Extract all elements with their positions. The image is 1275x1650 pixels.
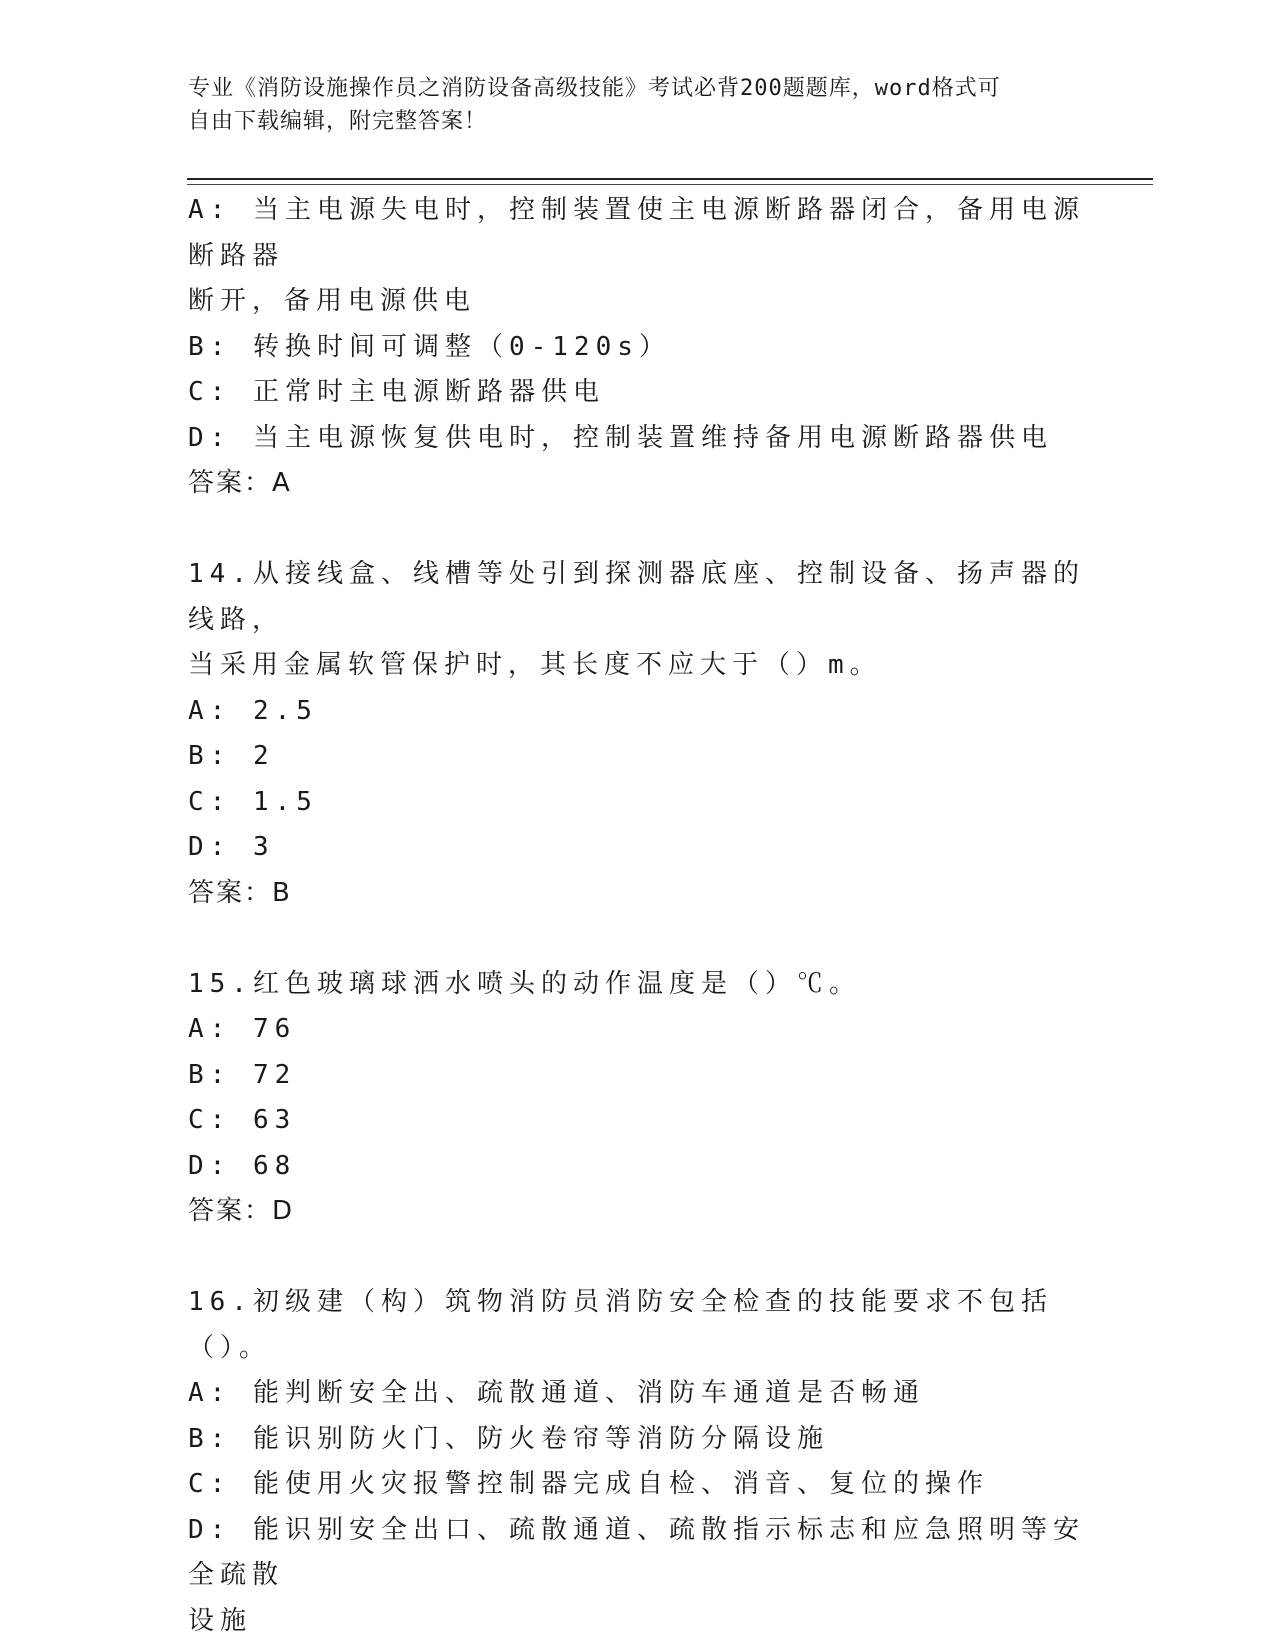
spacer xyxy=(188,916,1088,962)
question-15 xyxy=(188,962,1088,1235)
spacer xyxy=(188,507,1088,553)
question-13 xyxy=(188,188,1088,507)
question-stem: 15.红色玻璃球洒水喷头的动作温度是（）℃。 xyxy=(188,968,861,999)
answer: 答案：D xyxy=(188,1196,295,1226)
option-d-line-1: D: 能识别安全出口、疏散通道、疏散指示标志和应急照明等安全疏散 xyxy=(188,1514,1085,1590)
option-c: C: 正常时主电源断路器供电 xyxy=(188,377,605,407)
document-header xyxy=(188,72,1068,138)
option-d: D: 68 xyxy=(188,1150,297,1181)
option-a-line-1: A: 当主电源失电时，控制装置使主电源断路器闭合，备用电源断路器 xyxy=(188,195,1085,271)
question-list xyxy=(188,188,1088,1644)
header-divider-thick xyxy=(187,178,1153,180)
spacer xyxy=(188,1235,1088,1281)
question-stem-line-1: 14.从接线盒、线槽等处引到探测器底座、控制设备、扬声器的线路， xyxy=(188,559,1085,635)
answer: 答案：B xyxy=(188,877,292,908)
option-b: B: 能识别防火门、防火卷帘等消防分隔设施 xyxy=(188,1423,829,1454)
option-a: A: 2.5 xyxy=(188,695,318,726)
option-b: B: 转换时间可调整（0-120s） xyxy=(188,331,671,362)
option-a: A: 76 xyxy=(188,1014,297,1044)
option-c: C: 1.5 xyxy=(188,786,318,817)
answer: 答案：A xyxy=(188,468,292,498)
header-line-2: 自由下载编辑，附完整答案！ xyxy=(188,109,488,134)
question-stem: 16.初级建（构）筑物消防员消防安全检查的技能要求不包括（）。 xyxy=(188,1287,1053,1363)
option-a: A: 能判断安全出、疏散通道、消防车通道是否畅通 xyxy=(188,1378,925,1408)
header-divider-thin xyxy=(187,184,1153,185)
option-c: C: 63 xyxy=(188,1105,297,1135)
option-c: C: 能使用火灾报警控制器完成自检、消音、复位的操作 xyxy=(188,1469,989,1499)
header-line-1: 专业《消防设施操作员之消防设备高级技能》考试必背200题题库，word格式可 xyxy=(188,76,1001,101)
option-d: D: 当主电源恢复供电时，控制装置维持备用电源断路器供电 xyxy=(188,422,1053,453)
option-a-line-2: 断开，备用电源供电 xyxy=(188,286,477,316)
option-d: D: 3 xyxy=(188,832,275,862)
option-b: B: 2 xyxy=(188,741,275,771)
question-stem-line-2: 当采用金属软管保护时，其长度不应大于（）m。 xyxy=(188,650,882,680)
question-16 xyxy=(188,1280,1088,1644)
option-d-line-2: 设施 xyxy=(188,1605,253,1636)
question-14 xyxy=(188,552,1088,916)
option-b: B: 72 xyxy=(188,1059,297,1090)
